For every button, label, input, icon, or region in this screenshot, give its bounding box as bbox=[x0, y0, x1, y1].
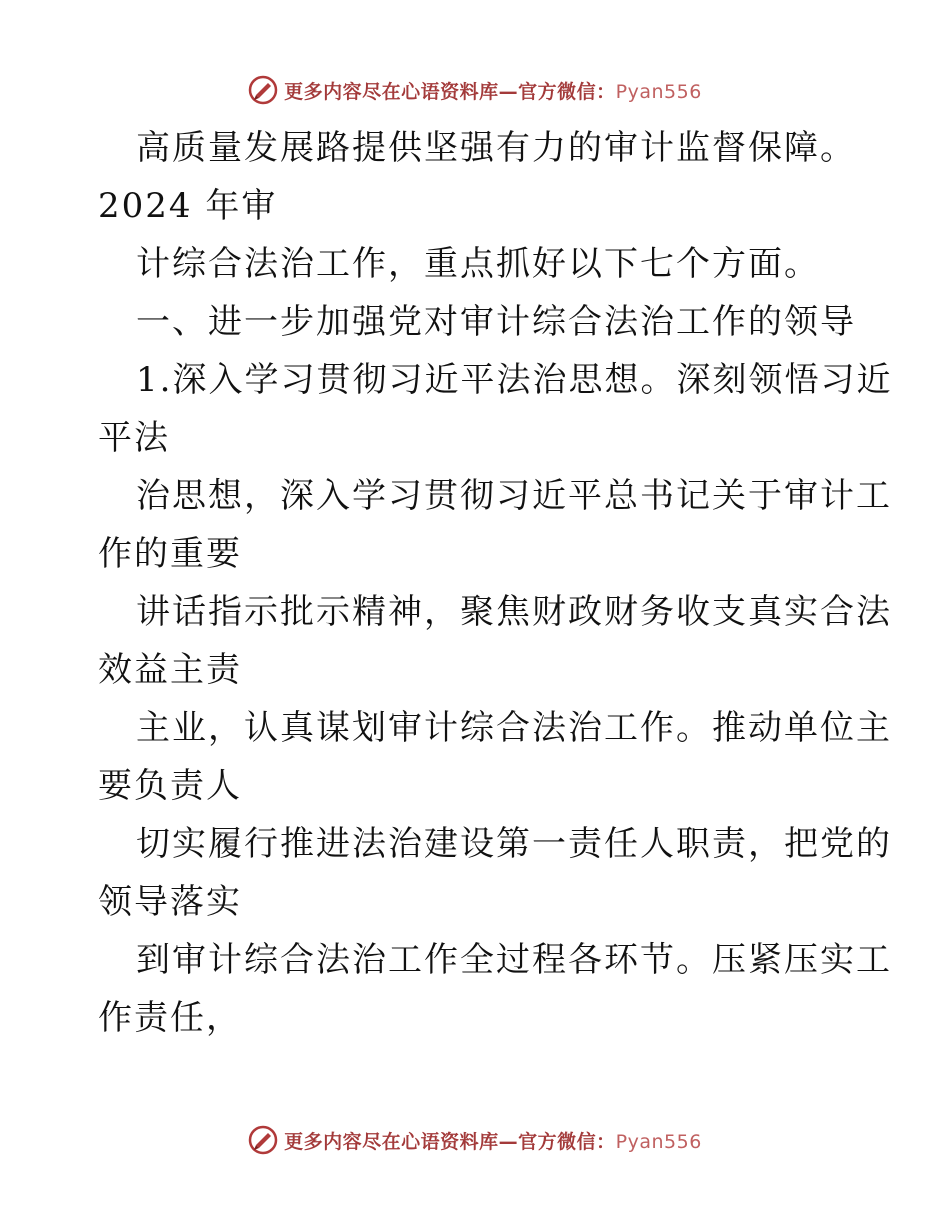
brand-logo-icon bbox=[248, 1125, 278, 1155]
text-line: 作的重要 bbox=[98, 534, 242, 574]
text-line: 治思想，深入学习贯彻习近平总书记关于审计工 bbox=[136, 476, 892, 516]
text-line: 高质量发展路提供坚强有力的审计监督保障。 bbox=[136, 128, 856, 168]
text-line: 计综合法治工作，重点抓好以下七个方面。 bbox=[136, 244, 820, 284]
text-line: 1.深入学习贯彻习近平法治思想。深刻领悟习近 bbox=[136, 360, 893, 400]
text-line: 效益主责 bbox=[98, 650, 242, 690]
footer-watermark bbox=[0, 1120, 950, 1160]
text-line: 领导落实 bbox=[98, 882, 242, 922]
text-line: 一、进一步加强党对审计综合法治工作的领导 bbox=[136, 302, 856, 342]
text-line: 要负责人 bbox=[98, 766, 242, 806]
text-line: 作责任， bbox=[98, 998, 242, 1038]
text-line: 2024 年审 bbox=[98, 186, 278, 226]
text-line: 主业，认真谋划审计综合法治工作。推动单位主 bbox=[136, 708, 892, 748]
text-line: 到审计综合法治工作全过程各环节。压紧压实工 bbox=[136, 940, 892, 980]
watermark-text: 更多内容尽在心语资料库—官方微信：Pyan556 bbox=[284, 80, 702, 103]
text-line: 平法 bbox=[98, 418, 170, 458]
text-line: 切实履行推进法治建设第一责任人职责，把党的 bbox=[136, 824, 892, 864]
watermark-text: 更多内容尽在心语资料库—官方微信：Pyan556 bbox=[284, 1130, 702, 1153]
text-line: 讲话指示批示精神，聚焦财政财务收支真实合法 bbox=[136, 592, 892, 632]
